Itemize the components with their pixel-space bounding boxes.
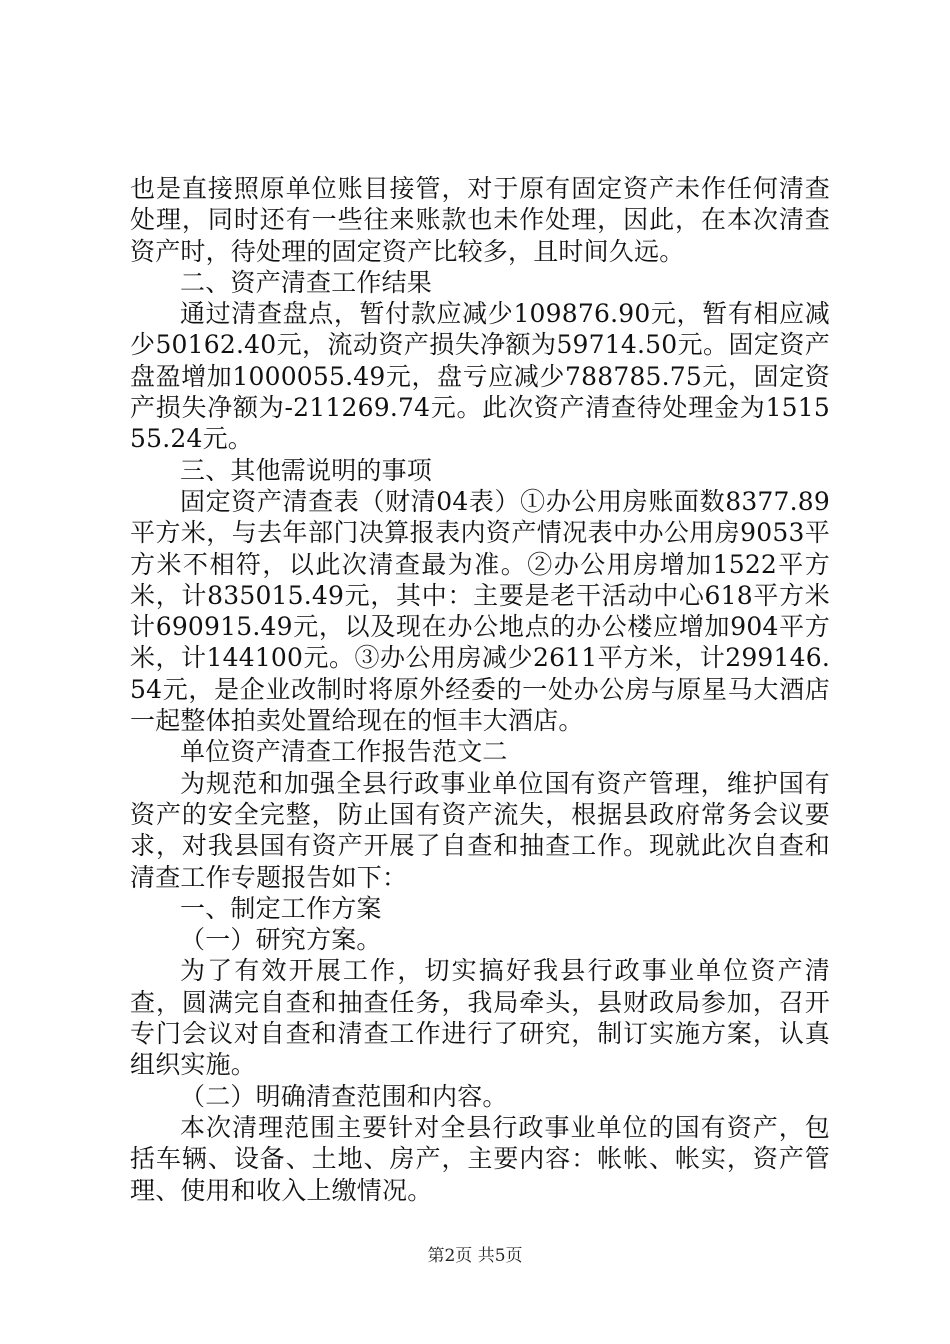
paragraph-fixed-assets: 固定资产清查表（财清04表）①办公用房账面数8377.89平方米，与去年部门决算报表内资产情况表中办公用房9053平方米不相符，以此次清查最为准。②办公用房增加1522平方米，计835015.49元，其中：主要是老干活动中心618平方米计690915.49元，以及现在办公地点的办公楼应增加904平方米，计144100元。③办公用房减少2611平方米，计299146.54元，是企业改制时将原外经委的一处办公房与原星马大酒店一起整体拍卖处置给现在的恒丰大酒店。: [130, 486, 830, 736]
subsection-heading-scope: （二）明确清查范围和内容。: [180, 1081, 508, 1111]
paragraph-results: 通过清查盘点，暂付款应减少109876.90元，暂有相应减少50162.40元，流动资产损失净额为59714.50元。固定资产盘盈增加1000055.49元，盘亏应减少788785.75元，固定资产损失净额为-211269.74元。此次资产清查待处理金为151555.24元。: [130, 299, 830, 454]
paragraph-scope: 本次清理范围主要针对全县行政事业单位的国有资产，包括车辆、设备、土地、房产，主要内容：帐帐、帐实，资产管理、使用和收入上缴情况。: [130, 1112, 830, 1205]
paragraph-research: 为了有效开展工作，切实搞好我县行政事业单位资产清查，圆满完自查和抽查任务，我局牵头，县财政局参加，召开专门会议对自查和清查工作进行了研究，制订实施方案，认真组织实施。: [130, 956, 830, 1080]
paragraph-intro: 为规范和加强全县行政事业单位国有资产管理，维护国有资产的安全完整，防止国有资产流失，根据县政府常务会议要求，对我县国有资产开展了自查和抽查工作。现就此次自查和清查工作专题报告如下：: [130, 768, 830, 892]
subsection-heading-research: （一）研究方案。: [180, 925, 382, 955]
section-heading-other: 三、其他需说明的事项: [180, 455, 433, 485]
document-body: [130, 173, 830, 1206]
paragraph-1: 也是直接照原单位账目接管，对于原有固定资产未作任何清查处理，同时还有一些往来账款也未作处理，因此，在本次清查资产时，待处理的固定资产比较多，且时间久远。: [130, 174, 830, 266]
page-footer: 第2页 共5页: [427, 1246, 523, 1266]
sample-title: 单位资产清查工作报告范文二: [180, 737, 508, 767]
section-heading-plan: 一、制定工作方案: [180, 893, 382, 923]
section-heading-results: 二、资产清查工作结果: [180, 267, 433, 297]
